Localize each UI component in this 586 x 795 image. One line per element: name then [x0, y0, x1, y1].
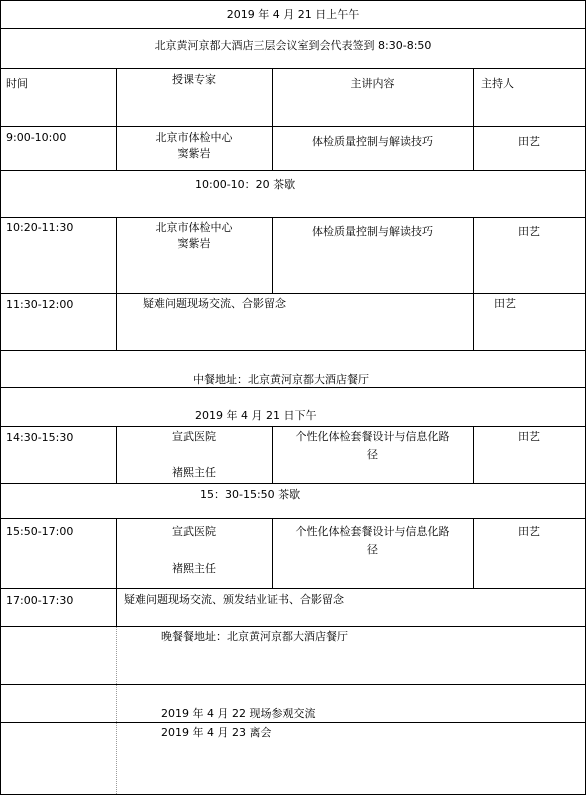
session-time: 11:30-12:00 — [6, 298, 74, 311]
speaker-name: 褚熙主任 — [172, 466, 216, 479]
rule — [0, 387, 586, 388]
rule — [116, 293, 117, 350]
speaker-org: 宣武医院 — [172, 430, 216, 443]
speaker-name: 褚熙主任 — [172, 562, 216, 575]
dotted-guide — [116, 627, 117, 794]
rule — [0, 0, 586, 1]
session-host: 田艺 — [518, 525, 540, 538]
session-topic-cont: 径 — [367, 543, 378, 556]
session-time: 10:20-11:30 — [6, 221, 74, 234]
rule — [0, 518, 586, 519]
session-time: 15:50-17:00 — [6, 525, 74, 538]
session-topic: 疑难问题现场交流、合影留念 — [143, 297, 286, 310]
rule — [0, 588, 586, 589]
speaker-name: 窦紫岩 — [177, 147, 211, 160]
rule — [116, 588, 117, 626]
rule — [0, 126, 586, 127]
session-time: 14:30-15:30 — [6, 431, 74, 444]
rule — [0, 0, 1, 795]
speaker-name: 窦紫岩 — [177, 237, 211, 250]
date-am: 2019 年 4 月 21 日上午午 — [226, 8, 360, 21]
speaker-org: 北京市体检中心 — [155, 131, 233, 144]
session-host: 田艺 — [518, 135, 540, 148]
dinner-location: 晚餐餐地址：北京黄河京都大酒店餐厅 — [161, 630, 348, 643]
rule — [0, 28, 586, 29]
session-topic: 体检质量控制与解读技巧 — [312, 225, 433, 238]
session-topic: 个性化体检套餐设计与信息化路 — [295, 430, 450, 443]
date-pm: 2019 年 4 月 21 日下午 — [195, 409, 317, 422]
session-host: 田艺 — [518, 430, 540, 443]
speaker-org: 宣武医院 — [172, 525, 216, 538]
signin-note: 北京黄河京都大酒店三层会议室到会代表签到 8:30-8:50 — [154, 39, 432, 52]
col-time: 时间 — [6, 77, 28, 90]
rule — [0, 483, 586, 484]
rule — [0, 626, 586, 627]
rule — [0, 293, 586, 294]
departure: 2019 年 4 月 23 离会 — [161, 726, 272, 739]
session-topic: 疑难问题现场交流、颁发结业证书、合影留念 — [124, 593, 344, 606]
col-content: 主讲内容 — [350, 77, 395, 90]
session-time: 17:00-17:30 — [6, 594, 74, 607]
session-topic-cont: 径 — [367, 448, 378, 461]
session-time: 9:00-10:00 — [6, 131, 67, 144]
session-host: 田艺 — [494, 297, 516, 310]
rule — [0, 170, 586, 171]
rule — [0, 217, 586, 218]
tea-break: 10:00-10：20 茶歇 — [195, 178, 296, 191]
session-host: 田艺 — [518, 225, 540, 238]
rule — [0, 722, 586, 723]
rule — [0, 350, 586, 351]
col-expert: 授课专家 — [172, 73, 216, 86]
site-visit: 2019 年 4 月 22 现场参观交流 — [161, 707, 316, 720]
session-topic: 个性化体检套餐设计与信息化路 — [295, 525, 450, 538]
session-topic: 体检质量控制与解读技巧 — [312, 135, 433, 148]
rule — [473, 293, 474, 350]
lunch-location: 中餐地址：北京黄河京都大酒店餐厅 — [193, 373, 369, 386]
speaker-org: 北京市体检中心 — [155, 221, 233, 234]
rule — [0, 684, 586, 685]
rule — [0, 68, 586, 69]
tea-break: 15：30-15:50 茶歇 — [200, 488, 301, 501]
rule — [473, 68, 474, 126]
col-host: 主持人 — [481, 77, 514, 90]
rule — [0, 426, 586, 427]
